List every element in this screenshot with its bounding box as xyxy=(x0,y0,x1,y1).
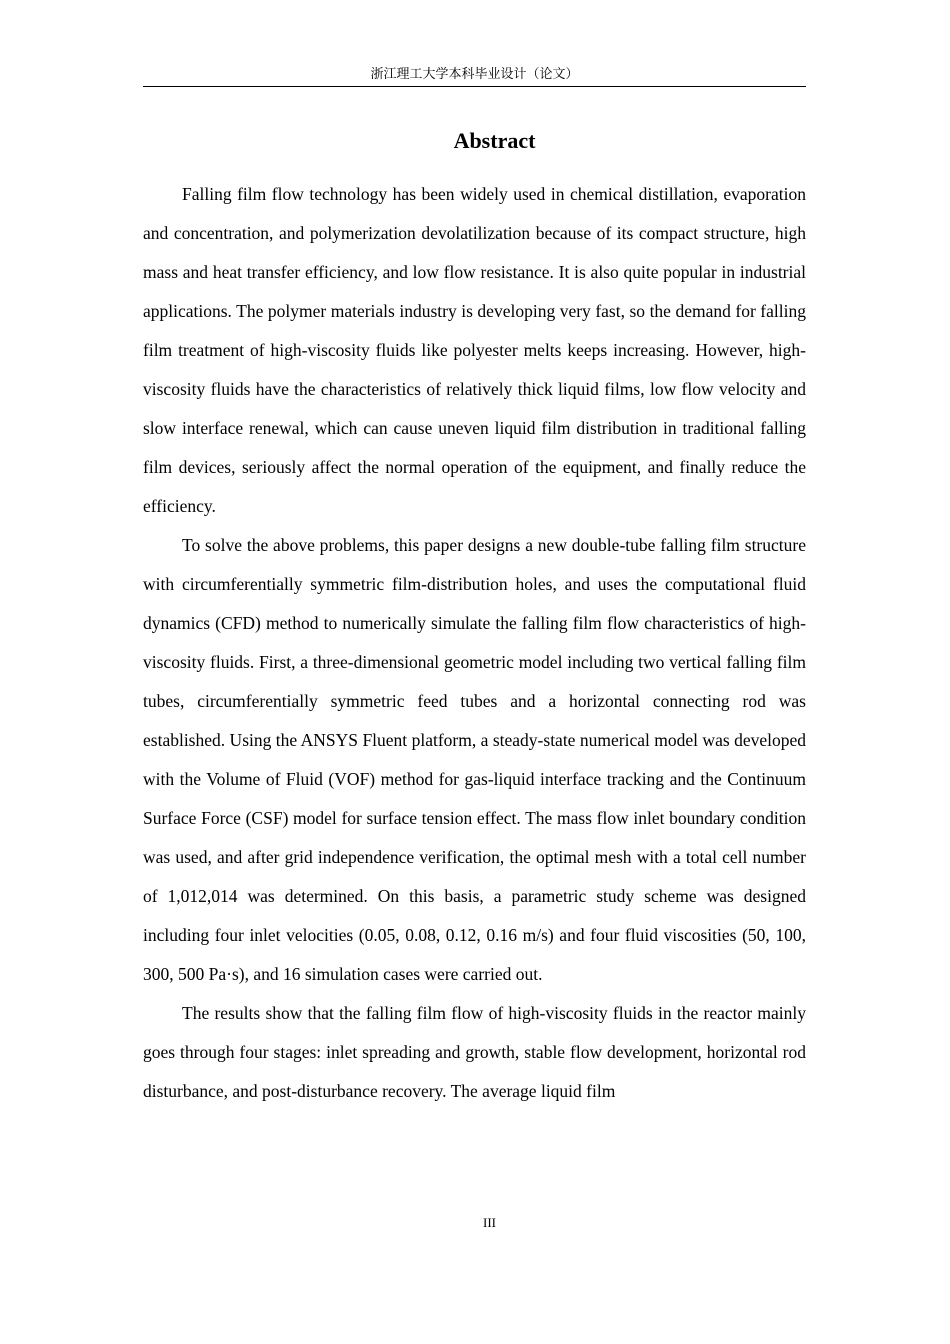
page-number: III xyxy=(483,1215,496,1230)
abstract-body xyxy=(143,175,806,1111)
header-rule xyxy=(143,86,806,87)
abstract-title: Abstract xyxy=(453,128,536,153)
paragraph-2: To solve the above problems, this paper designs a new double-tube falling film structure with circumferentially symmetric film-distribution holes, and uses the computational fluid dynamics (CFD) method to numerically simulate the falling film flow characteristics of high-viscosity fluids. First, a three-dimensional geometric model including two vertical falling film tubes, circumferentially symmetric feed tubes and a horizontal connecting rod was established. Using the ANSYS Fluent platform, a steady-state numerical model was developed with the Volume of Fluid (VOF) method for gas-liquid interface tracking and the Continuum Surface Force (CSF) model for surface tension effect. The mass flow inlet boundary condition was used, and after grid independence verification, the optimal mesh with a total cell number of 1,012,014 was determined. On this basis, a parametric study scheme was designed including four inlet velocities (0.05, 0.08, 0.12, 0.16 m/s) and four fluid viscosities (50, 100, 300, 500 Pa·s), and 16 simulation cases were carried out. xyxy=(143,535,806,984)
paragraph-1: Falling film flow technology has been widely used in chemical distillation, evaporation and concentration, and polymerization devolatilization because of its compact structure, high mass and heat transfer efficiency, and low flow resistance. It is also quite popular in industrial applications. The polymer materials industry is developing very fast, so the demand for falling film treatment of high-viscosity fluids like polyester melts keeps increasing. However, high-viscosity fluids have the characteristics of relatively thick liquid films, low flow velocity and slow interface renewal, which can cause uneven liquid film distribution in traditional falling film devices, seriously affect the normal operation of the equipment, and finally reduce the efficiency. xyxy=(143,184,806,516)
running-header: 浙江理工大学本科毕业设计（论文） xyxy=(370,67,579,82)
paragraph-3: The results show that the falling film flow of high-viscosity fluids in the reactor mainly goes through four stages: inlet spreading and growth, stable flow development, horizontal rod disturbance, and post-disturbance recovery. The average liquid film xyxy=(143,1003,806,1101)
